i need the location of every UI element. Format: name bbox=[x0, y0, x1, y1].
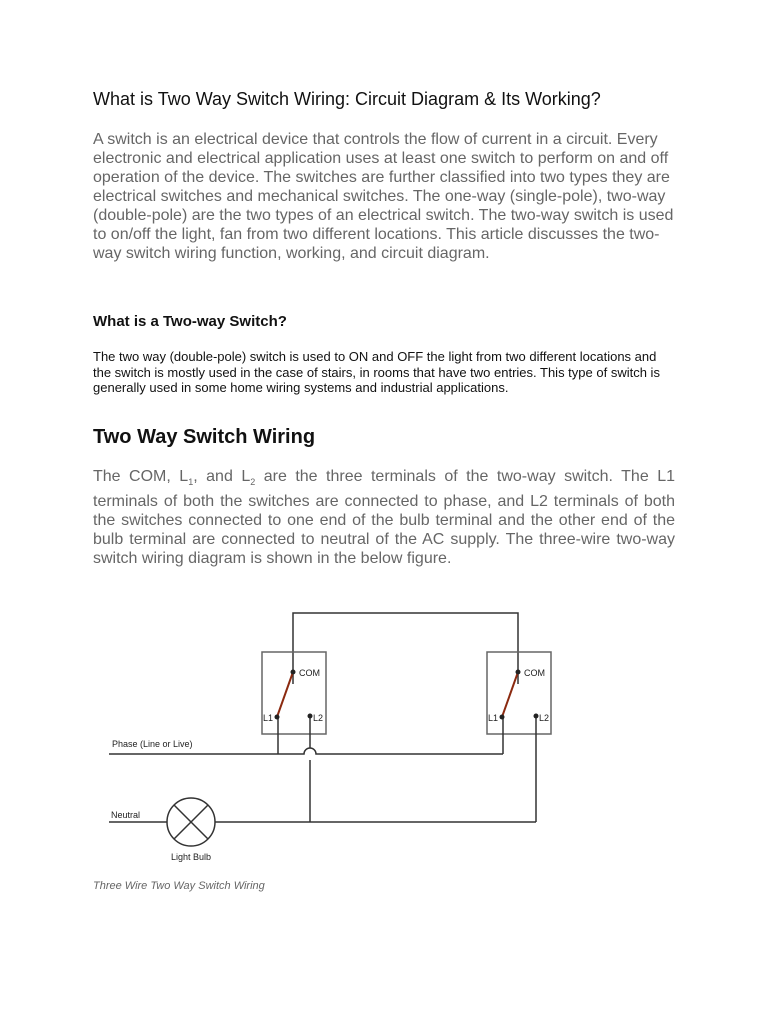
switch-lever-right bbox=[502, 672, 518, 717]
switch-lever-left bbox=[277, 672, 293, 717]
l2-label-left: L2 bbox=[313, 713, 324, 723]
com-label-right: COM bbox=[524, 668, 545, 678]
l2-label-right: L2 bbox=[539, 713, 550, 723]
section-heading-two-way-switch: What is a Two-way Switch? bbox=[93, 313, 287, 330]
wiring-diagram bbox=[107, 605, 577, 870]
wiring-text-a: The COM, L bbox=[93, 468, 189, 485]
phase-label: Phase (Line or Live) bbox=[112, 739, 193, 749]
wiring-text-b: , and L bbox=[193, 468, 251, 485]
page-title: What is Two Way Switch Wiring: Circuit Diagram & Its Working? bbox=[93, 89, 601, 109]
subscript-1: 1 bbox=[188, 477, 194, 488]
section-heading-wiring: Two Way Switch Wiring bbox=[93, 426, 316, 448]
section-paragraph-wiring bbox=[93, 467, 675, 568]
com-label-left: COM bbox=[299, 668, 320, 678]
neutral-label: Neutral bbox=[111, 810, 141, 820]
subscript-2: 2 bbox=[250, 477, 256, 488]
l1-label-right: L1 bbox=[488, 713, 499, 723]
intro-paragraph: A switch is an electrical device that controls the flow of current in a circuit. Every electronic and electrical application uses at least one switch to perform on and off operation of the device. The switches are further classified into two types they are electrical switches and mechanical switches. The one-way (single-pole), two-way (double-pole) are the two types of an electrical switch. The two-way switch is used to on/off the light, fan from two different locations. This article discusses the two-way switch wiring function, working, and circuit diagram. bbox=[93, 131, 674, 262]
figure-caption: Three Wire Two Way Switch Wiring bbox=[93, 880, 265, 892]
section-paragraph-two-way-switch: The two way (double-pole) switch is used to ON and OFF the light from two different locations and the switch is mostly used in the case of stairs, in rooms that have two entries. This type of switch is generally used in some home wiring systems and industrial applications. bbox=[93, 349, 660, 395]
bulb-label: Light Bulb bbox=[170, 852, 212, 862]
wiring-text-c: are the three terminals of the two-way switch. The L1 terminals of both the switches are connected to phase, and L2 terminals of both the switches connected to one end of the bulb terminal and the other end of the bulb terminal are connected to neutral of the AC supply. The three-wire two-way switch wiring diagram is shown in the below figure. bbox=[93, 468, 675, 568]
l1-label-left: L1 bbox=[263, 713, 274, 723]
